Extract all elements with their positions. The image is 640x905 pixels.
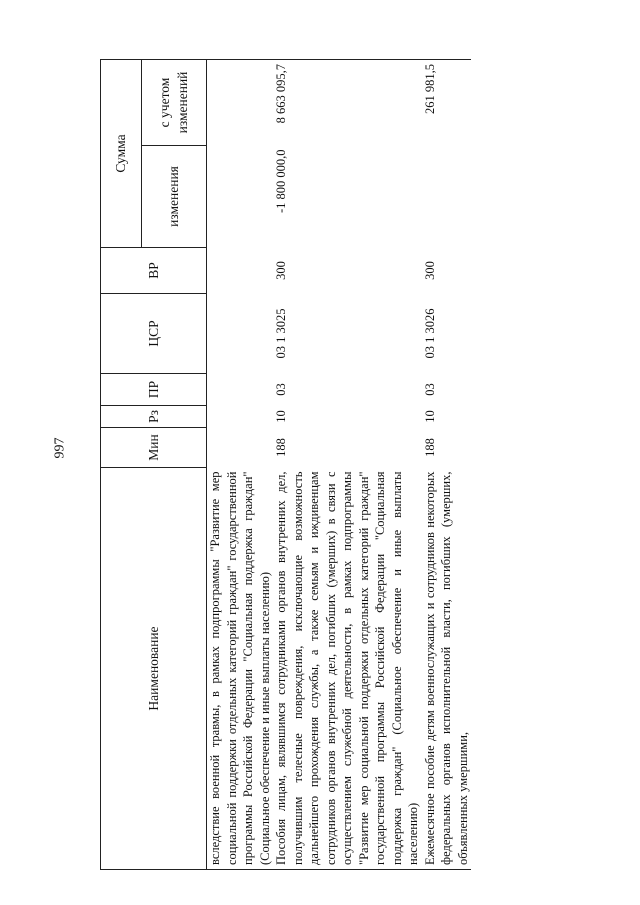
table-header-row [101,59,142,869]
row-name: вследствие военной травмы, в рамках подпрограммы "Развитие мер социальной поддержки отдельных категорий граждан" государственной программы Российской Федерации "Социальная поддержка граждан" (Социальное обеспечение и иные выплаты населению) [207,468,274,870]
row-with-changes [207,59,274,145]
row-name: Пособия лицам, являвшимся сотрудниками органов внутренних дел, получившим телесные повреждения, исключающие возможность дальнейшего прохождения службы, а также семьям и иждивенцам сотрудников органов внутренних дел, погибших (умерших) в связи с осуществлением служебной деятельности, в рамках подпрограммы "Развитие мер социальной поддержки отдельных категорий граждан" государственной программы Российской Федерации "Социальная поддержка граждан" (Социальное обеспечение и иные выплаты населению) [273,468,422,870]
row-changes: -1 800 000,0 [274,149,288,214]
row-with-changes: 261 981,5 [422,59,472,145]
header-pr: ПР [101,374,207,406]
budget-table [100,59,471,870]
header-rz: Рз [101,406,207,428]
rotated-page-content [100,60,580,870]
row-vr [207,248,274,294]
row-pr: 03 [422,383,437,396]
table-row [273,59,422,869]
row-pr [207,374,274,406]
page-number: 997 [52,437,68,459]
row-rz: 10 [422,410,437,423]
row-min [207,428,274,468]
row-csr: 03 1 3025 [274,308,288,359]
row-vr: 300 [274,261,288,280]
row-changes [422,146,472,248]
row-csr: 03 1 3026 [422,308,437,359]
row-pr: 03 [274,383,288,396]
row-changes [207,146,274,248]
header-changes: изменения [142,146,207,248]
row-csr [207,294,274,374]
header-sum: Сумма [101,59,142,247]
header-min: Мин [101,428,207,468]
row-vr: 300 [422,261,437,280]
header-vr: ВР [101,248,207,294]
header-name: Наименование [101,468,207,870]
table-row [422,59,472,869]
header-csr: ЦСР [101,294,207,374]
row-rz [207,406,274,428]
row-name: Ежемесячное пособие детям военнослужащих и сотрудников некоторых федеральных органов исполнительной власти, погибших (умерших, объявленных умершими, [422,468,472,870]
table-row [207,59,274,869]
row-min: 188 [422,438,437,457]
row-with-changes: 8 663 095,7 [273,59,422,145]
row-rz: 10 [274,410,288,423]
header-with-changes: с учетом изменений [142,59,207,145]
row-min: 188 [274,438,288,457]
